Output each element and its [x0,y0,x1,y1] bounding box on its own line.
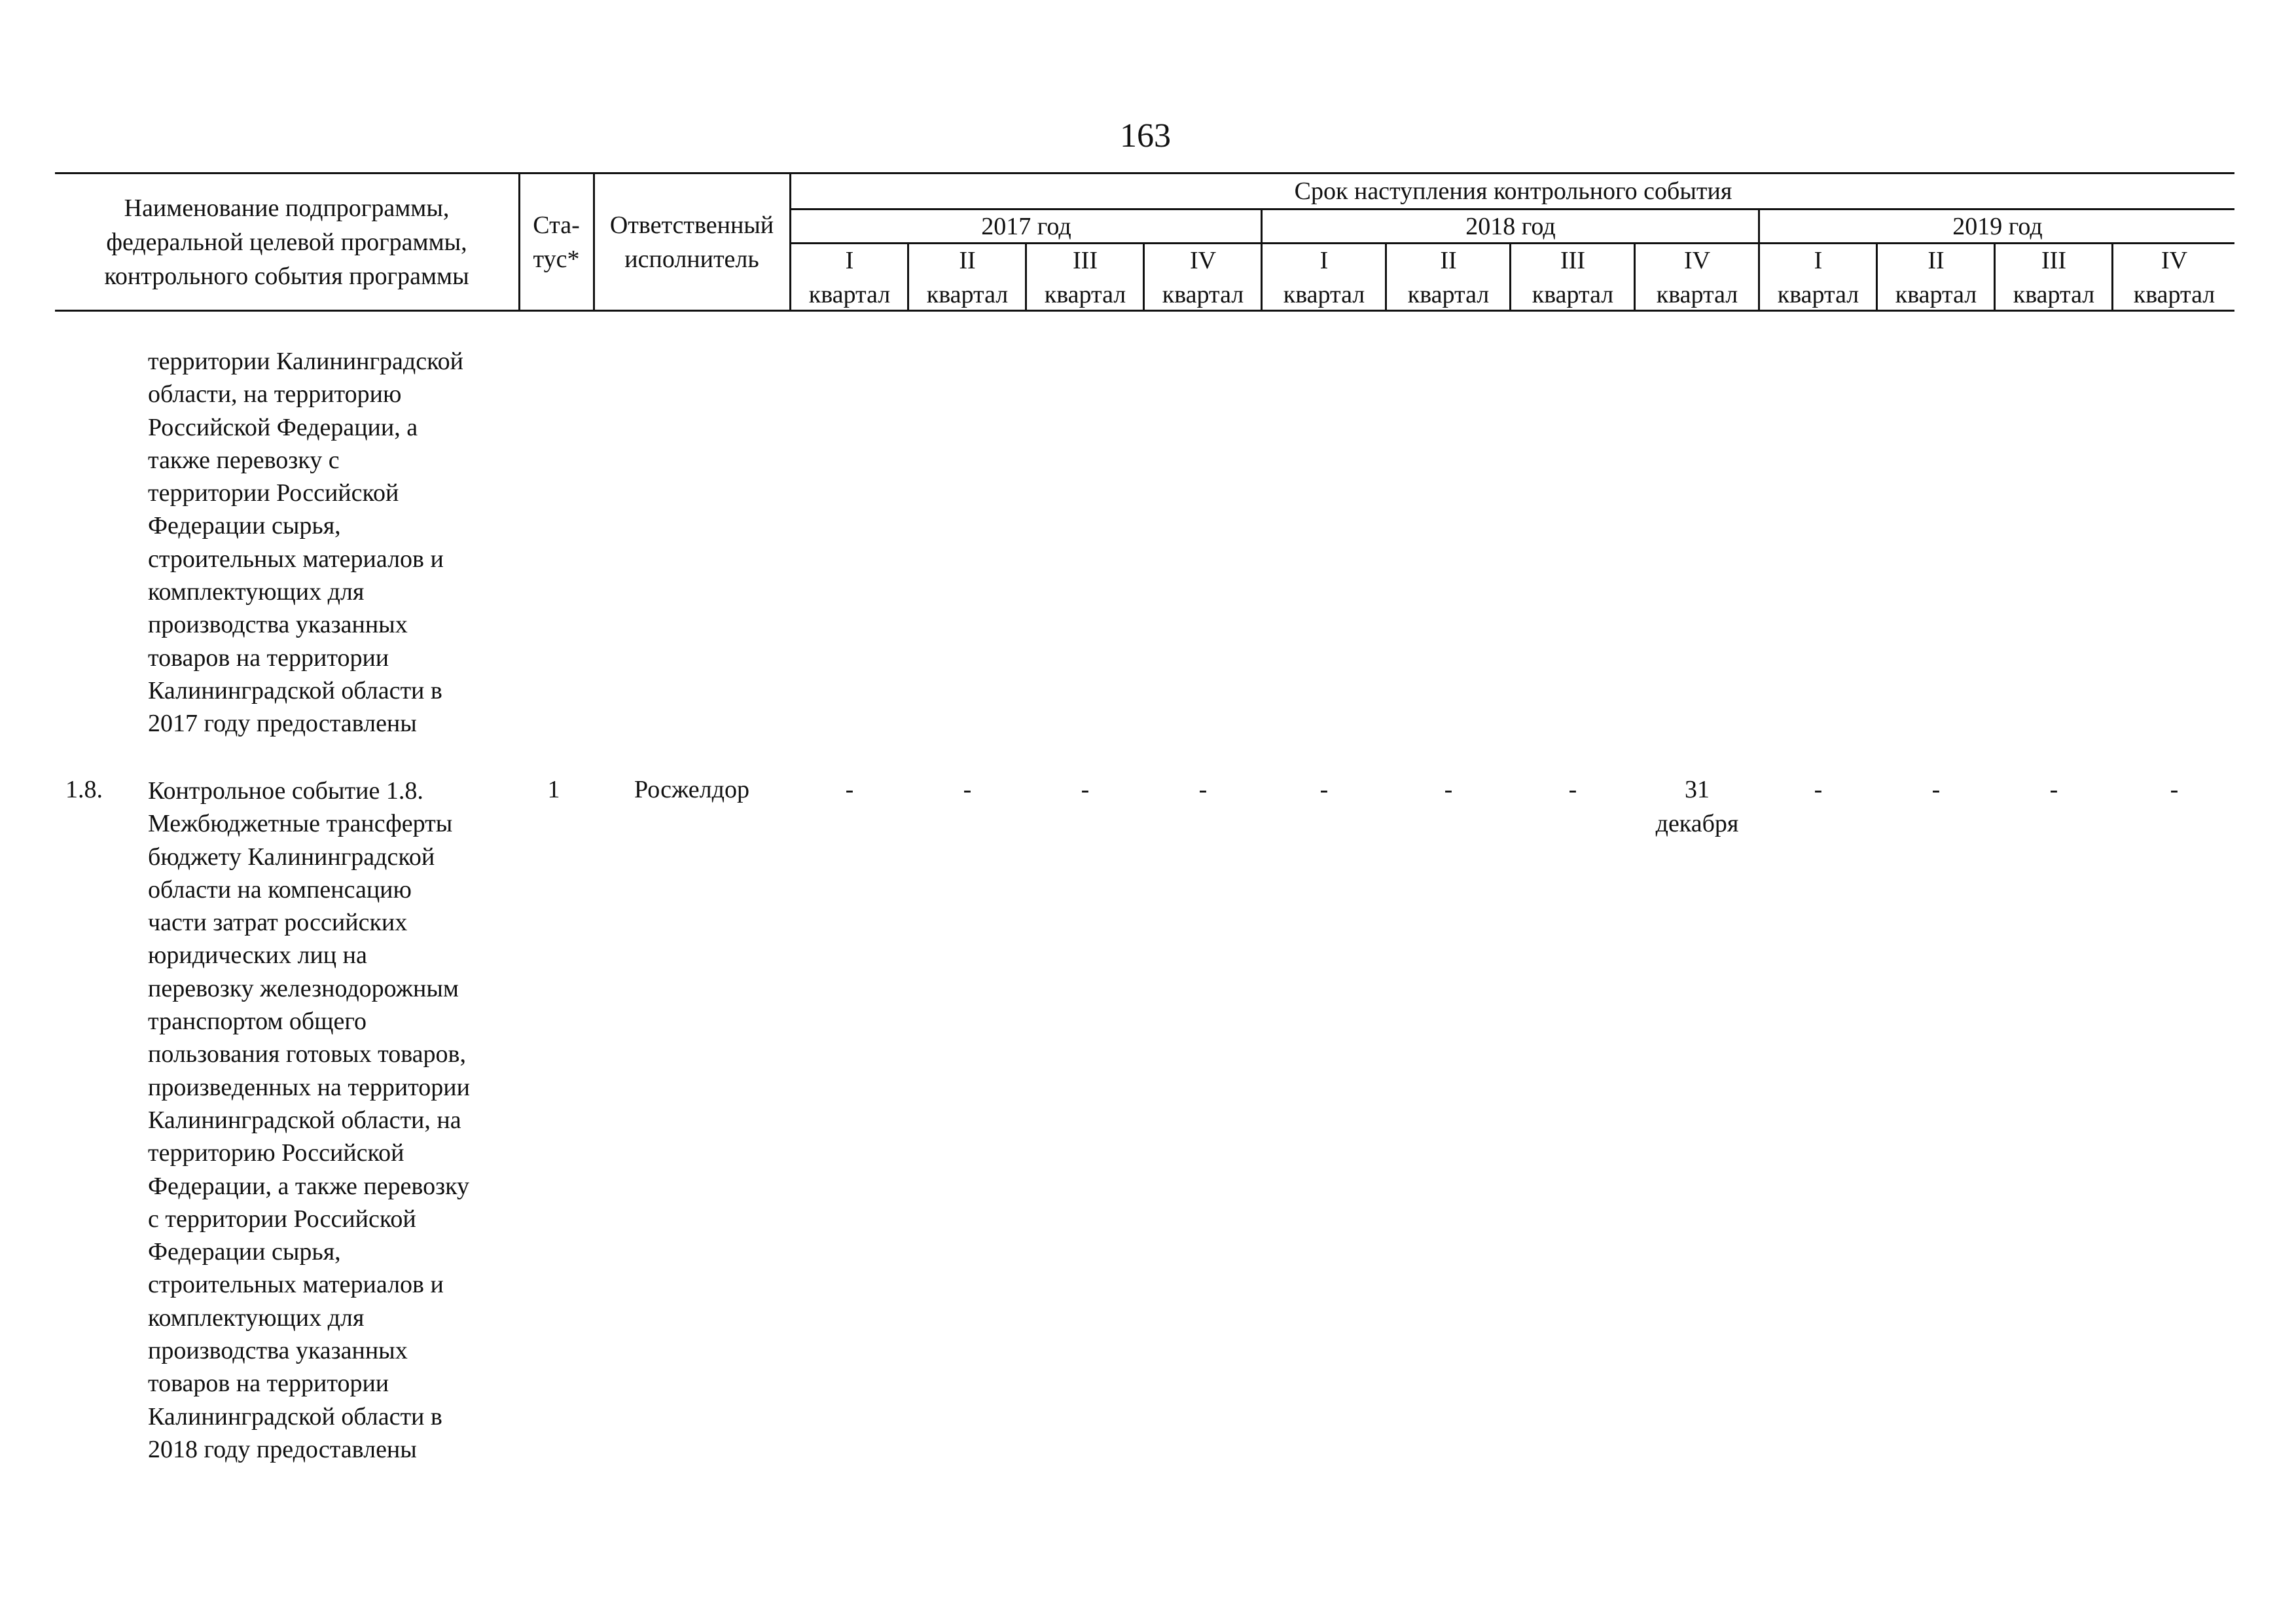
header-divider-name-status [518,172,520,311]
header-deadline-title: Срок наступления контрольного события [1294,177,1732,205]
quarter-value: - [1081,776,1090,803]
row-number: 1.8. [65,776,103,803]
quarter-value: - [1319,776,1329,803]
status-value: 1 [547,776,560,803]
event-name: Контрольное событие 1.8. Межбюджетные трансферты бюджету Калининградской области на компенсацию части затрат российских юридических лиц на перевозку железнодорожным транспортом общего пользования готовых товаров, произведенных на территории Калининградской области, на территорию Российской Федерации, а также перевозку с территории Российской Федерации сырья, строительных материалов и комплектующих для производства указанных товаров на территории Калининградской области в 2018 году предоставлены [148,777,470,1463]
quarter-divider [2111,242,2113,311]
header-quarter: III квартал [1532,247,1614,308]
header-divider-status-executor [593,172,595,311]
quarter-divider [1385,242,1387,311]
header-quarter: II квартал [1895,247,1977,308]
quarter-value: - [1198,776,1208,803]
header-year-2019: 2019 год [1952,213,2043,240]
header-year-2018: 2018 год [1465,213,1556,240]
quarter-divider [1634,242,1636,311]
header-name-column: Наименование подпрограммы, федеральной целевой программы, контрольного события программы [104,194,469,290]
quarter-value: - [1814,776,1823,803]
header-quarter: III квартал [2013,247,2095,308]
header-quarter: II квартал [1407,247,1490,308]
quarter-divider [1994,242,1996,311]
quarter-divider [1025,242,1027,311]
header-executor-column: Ответственный исполнитель [609,211,774,273]
quarter-divider [907,242,909,311]
quarter-value: - [2170,776,2179,803]
quarter-value: - [1568,776,1577,803]
header-quarter: IV квартал [2133,247,2215,308]
header-quarter: IV квартал [1656,247,1738,308]
quarter-divider [1143,242,1145,311]
header-divider-executor-deadline [789,172,791,311]
header-quarter: IV квартал [1162,247,1244,308]
quarter-value: - [845,776,854,803]
header-quarter: I квартал [1777,247,1859,308]
page-number: 163 [1120,117,1171,155]
quarter-divider [1509,242,1511,311]
executor-value: Росжелдор [634,776,749,803]
quarter-value: - [1444,776,1453,803]
header-quarter: III квартал [1044,247,1126,308]
quarter-value: - [963,776,972,803]
header-divider-2017-2018 [1261,208,1263,311]
quarter-value: - [1931,776,1941,803]
event-name-continuation: территории Калининградской области, на территорию Российской Федерации, а также перевозку с территории Российской Федерации сырья, строительных материалов и комплектующих для производства указанных товаров на территории Калининградской области в 2017 году предоставлены [148,348,463,738]
quarter-divider [1876,242,1878,311]
header-quarter: II квартал [926,247,1009,308]
header-quarter: I квартал [808,247,891,308]
header-year-2017: 2017 год [981,213,1071,240]
header-divider-2018-2019 [1758,208,1760,311]
quarter-value-deadline: 31 декабря [1655,776,1739,837]
header-quarter: I квартал [1283,247,1365,308]
header-status-column: Ста- тус* [533,211,580,273]
quarter-value: - [2049,776,2058,803]
